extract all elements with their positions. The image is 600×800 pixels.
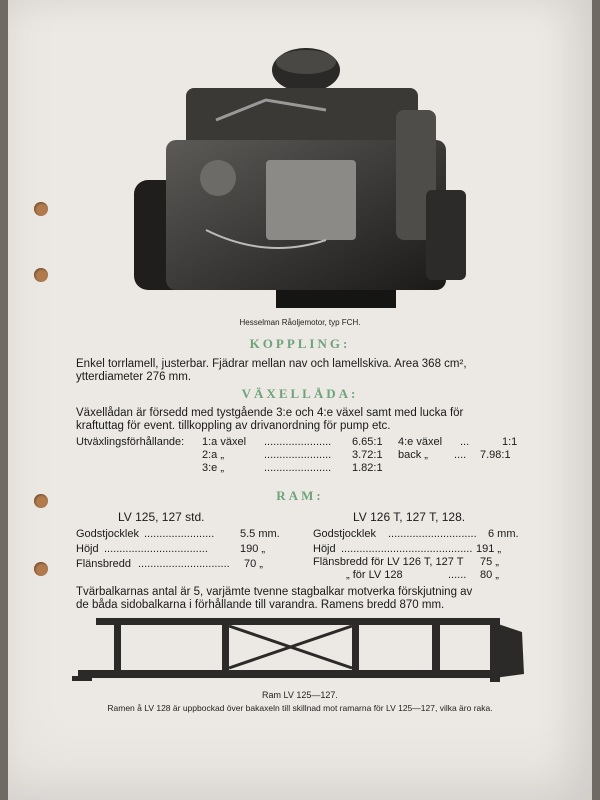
gear-dots: ... [460,436,470,448]
ram-right-header: LV 126 T, 127 T, 128. [353,510,466,524]
gear-name: 1:a växel [202,436,247,448]
vaxellada-text-line2: kraftuttag för event. tillkoppling av drivanordning för pump etc. [76,420,391,432]
vaxellada-text-line1: Växellådan är försedd med tystgående 3:e och 4:e växel samt med lucka för [76,407,464,419]
chassis-frame-image [72,614,532,692]
gear-dots: ...................... [264,436,332,448]
section-title-koppling: KOPPLING: [249,336,351,351]
spec-value: 75 „ [480,556,499,568]
engine-photo [126,40,486,312]
gear-ratio: 7.98:1 [480,449,511,461]
spec-label: „ för LV 128 [346,569,403,581]
frame-note: Ramen å LV 128 är uppbockad över bakaxeln till skillnad mot ramarna för LV 125—127, vilka äro raka. [107,703,493,713]
gear-dots: .... [454,449,467,461]
spec-value: 5.5 mm. [240,528,280,540]
spec-dots: ...... [448,569,467,581]
section-title-ram: RAM: [276,488,324,503]
photo-caption: Hesselman Råoljemotor, typ FCH. [239,318,361,327]
spec-label: Höjd [313,543,336,555]
punch-hole [34,202,48,216]
ram-text-line2: de båda sidobalkarna i förhållande till varandra. Ramens bredd 870 mm. [76,599,445,611]
spec-label: Godstjocklek [313,528,376,540]
ram-left-header: LV 125, 127 std. [118,510,205,524]
gear-dots: ...................... [264,462,332,474]
gear-ratio: 1.82:1 [352,462,383,474]
gear-ratio: 6.65:1 [352,436,383,448]
spec-dots: .................................. [104,543,208,555]
spec-label: Godstjocklek [76,528,139,540]
spec-value: 70 „ [244,558,263,570]
frame-caption: Ram LV 125—127. [262,690,338,700]
ram-text-line1: Tvärbalkarnas antal är 5, varjämte tvenne stagbalkar motverka förskjutning av [76,586,473,598]
spec-dots: ........................................... [341,543,473,555]
gear-dots: ...................... [264,449,332,461]
gear-name: 4:e växel [398,436,443,448]
gear-name: 3:e „ [202,462,225,474]
ratio-label: Utväxlingsförhållande: [76,436,185,448]
punch-hole [34,562,48,576]
section-title-vaxellada: VÄXELLÅDA: [241,386,359,401]
gear-name: 2:a „ [202,449,225,461]
spec-dots: .............................. [138,558,230,570]
document-page [8,0,592,800]
spec-label: Höjd [76,543,99,555]
spec-dots: ....................... [144,528,215,540]
spec-label: Flänsbredd för LV 126 T, 127 T [313,556,464,568]
gear-ratio: 3.72:1 [352,449,383,461]
koppling-text-line2: ytterdiameter 276 mm. [76,371,192,383]
spec-dots: ............................. [388,528,477,540]
spec-value: 190 „ [240,543,266,555]
spec-label: Flänsbredd [76,558,132,570]
punch-hole [34,268,48,282]
gear-ratio: 1:1 [502,436,518,448]
gear-name: back „ [398,449,428,461]
koppling-text-line1: Enkel torrlamell, justerbar. Fjädrar mellan nav och lamellskiva. Area 368 cm², [76,358,467,370]
spec-value: 191 „ [476,543,502,555]
spec-value: 6 mm. [488,528,519,540]
spec-value: 80 „ [480,569,499,581]
